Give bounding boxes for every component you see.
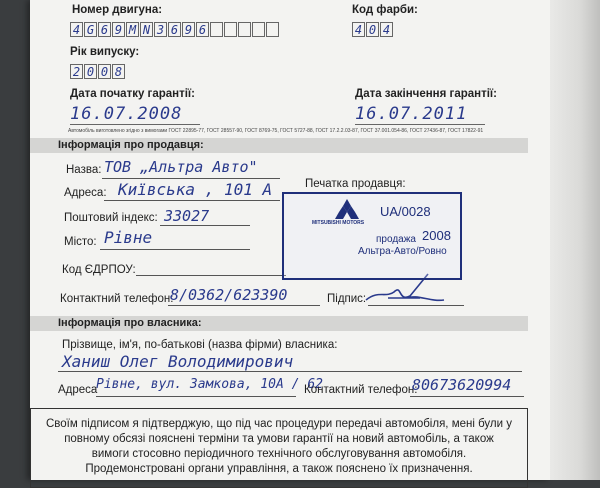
owner-phone-value: 80673620994 — [412, 376, 512, 394]
paint-code-boxes — [352, 22, 394, 37]
notice-line-2: повному обсязі пояснені терміни та умови гарантії на новий автомобіль, а також — [64, 433, 494, 445]
seller-city-label: Місто: — [64, 236, 97, 248]
stamp-year: 2008 — [422, 228, 451, 243]
engine-box-14 — [266, 22, 279, 37]
engine-box-8: 9 — [182, 22, 195, 37]
standards-line: Автомобіль виготовлено згідно з вимогами ГОСТ 22895-77, ГОСТ 28557-90, ГОСТ 8769-75, ГОСТ 5727-88, ГОСТ 17.2.2.03-87, ГОСТ 37.001.054-86, ГОСТ 27436-87, ГОСТ 17822-91 — [68, 128, 484, 134]
engine-box-9: 6 — [196, 22, 209, 37]
warranty-end-label: Дата закінчення гарантії: — [355, 88, 497, 100]
seller-edrpou-line — [136, 275, 286, 276]
paint-box-2: 4 — [380, 22, 393, 37]
paint-box-0: 4 — [352, 22, 365, 37]
seller-city-value: Рівне — [104, 228, 153, 247]
stamp-word: продажа — [376, 234, 416, 245]
seller-address-line — [104, 200, 280, 201]
year-box-3: 8 — [112, 64, 125, 79]
owner-address-value: Рівне, вул. Замкова, 10А / 62 — [96, 377, 323, 392]
engine-number-boxes — [70, 22, 280, 37]
engine-box-6: 3 — [154, 22, 167, 37]
seller-phone-label: Контактний телефон: — [60, 293, 174, 305]
warranty-end-value: 16.07.2011 — [355, 104, 485, 125]
notice-line-1: Своїм підписом я підтверджую, що під час процедури передачі автомобіля, мені були у — [45, 418, 513, 430]
stamp-brand: MITSUBISHI MOTORS — [312, 220, 365, 226]
engine-box-2: 6 — [98, 22, 111, 37]
owner-phone-label: Контактний телефон: — [304, 384, 418, 396]
paint-box-1: 0 — [366, 22, 379, 37]
seller-address-value: Київська , 101 А — [118, 180, 273, 199]
owner-address-label: Адреса — [58, 384, 98, 396]
year-label: Рік випуску: — [70, 46, 140, 58]
year-boxes — [70, 64, 126, 79]
mitsubishi-logo-icon — [334, 198, 360, 220]
warranty-start-label: Дата початку гарантії: — [70, 88, 195, 100]
engine-box-12 — [238, 22, 251, 37]
engine-box-13 — [252, 22, 265, 37]
engine-box-3: 9 — [112, 22, 125, 37]
seller-phone-line — [168, 305, 320, 306]
owner-acknowledgement-box — [30, 408, 528, 488]
owner-name-label: Прізвище, ім'я, по-батькові (назва фірми) власника: — [62, 339, 338, 351]
seller-phone-value: 8/0362/623390 — [170, 286, 288, 304]
engine-box-0: 4 — [70, 22, 83, 37]
engine-box-7: 6 — [168, 22, 181, 37]
seller-postcode-label: Поштовий індекс: — [64, 212, 158, 224]
notice-line-3: вимоги стосовно періодичного технічного обслуговування автомобіля. — [91, 448, 467, 460]
engine-box-4: M — [126, 22, 139, 37]
engine-box-1: G — [84, 22, 97, 37]
seller-name-label: Назва: — [66, 164, 102, 176]
stamp-dealer: Альтра-Авто/Ровно — [358, 246, 447, 257]
owner-name-line — [58, 371, 522, 372]
year-box-1: 0 — [84, 64, 97, 79]
paint-code-label: Код фарби: — [352, 4, 418, 16]
engine-box-5: N — [140, 22, 153, 37]
engine-box-10 — [210, 22, 223, 37]
notice-line-4: Продемонстровані органи управління, а також пояснено їх призначення. — [85, 463, 473, 475]
seller-stamp — [282, 192, 462, 280]
year-box-0: 2 — [70, 64, 83, 79]
seller-stamp-label: Печатка продавця: — [305, 178, 406, 190]
seller-city-line — [100, 249, 250, 250]
owner-phone-line — [410, 396, 524, 397]
owner-section-header: Інформація про власника: — [30, 316, 528, 331]
stamp-code: UA/0028 — [380, 204, 431, 219]
seller-address-label: Адреса: — [64, 187, 107, 199]
page-edge — [550, 0, 600, 480]
seller-name-value: ТОВ „Альтра Авто" — [104, 158, 258, 176]
seller-name-line — [102, 178, 280, 179]
seller-section-header: Інформація про продавця: — [30, 138, 528, 153]
owner-name-value: Ханиш Олег Володимирович — [62, 352, 294, 371]
engine-box-11 — [224, 22, 237, 37]
owner-address-line — [96, 396, 296, 397]
warranty-start-value: 16.07.2008 — [70, 104, 200, 125]
seller-postcode-value: 33027 — [164, 207, 210, 225]
engine-number-label: Номер двигуна: — [72, 4, 163, 16]
seller-edrpou-label: Код ЄДРПОУ: — [62, 264, 136, 276]
year-box-2: 0 — [98, 64, 111, 79]
seller-signature-label: Підпис: — [327, 293, 367, 305]
seller-postcode-line — [160, 225, 250, 226]
